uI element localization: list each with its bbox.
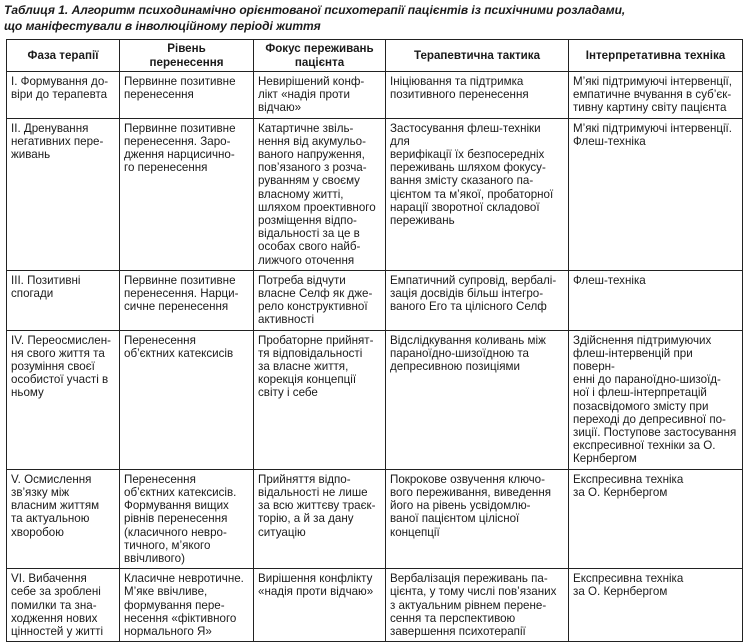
table-row [7, 330, 743, 469]
table-row [7, 569, 743, 642]
cell-therapeutic-tactic: Ініціювання та підтримка позитивного перенесення [386, 72, 569, 119]
cell-phase: V. Осмислення зв’язку між власним життям та актуальною хворобою [7, 469, 120, 568]
header-phase: Фаза терапії [7, 40, 120, 72]
cell-transfer-level: Первинне позитивне перенесення [120, 72, 254, 119]
header-patient-focus: Фокус переживань пацієнта [254, 40, 386, 72]
cell-therapeutic-tactic: Відслідкування коливань між параноїдно-шизоїдною та депресивною позиціями [386, 330, 569, 469]
cell-patient-focus: Катартичне звіль- нення від акумульо- ваного напруження, пов’язаного з розча- руванням у своєму власному житті, шляхом проективного розміщення відпо- відальності за це в особах свого найб- лижчого оточення [254, 118, 386, 270]
cell-interpretive-technique: Флеш-техніка [569, 270, 743, 330]
cell-interpretive-technique: Експресивна техніка за О. Кернбергом [569, 469, 743, 568]
header-therapeutic-tactic: Терапевтична тактика [386, 40, 569, 72]
cell-interpretive-technique: М’які підтримуючі інтервенції. Флеш-техніка [569, 118, 743, 270]
table-row [7, 118, 743, 270]
cell-therapeutic-tactic: Застосування флеш-техніки для верифікації їх безпосередніх переживань шляхом фокусу- вання змісту сказаного па- цієнтом та м’якої, пробаторної нарації зворотної складової переживань [386, 118, 569, 270]
header-interpretive-technique: Інтерпретативна техніка [569, 40, 743, 72]
table-header-row [7, 40, 743, 72]
table-row [7, 469, 743, 568]
cell-interpretive-technique: Експресивна техніка за О. Кернбергом [569, 569, 743, 642]
caption-line-1: Таблиця 1. Алгоритм психодинамічно орієнтованої психотерапії пацієнтів із психічними розладами, [4, 3, 626, 17]
cell-interpretive-technique: Здійснення підтримуючих флеш-інтервенцій при поверн- енні до параноїдно-шизоїд- ної і флеш-інтерпретацій позасвідомого змісту при переході до депресивної по- зиції. Поступове застосування експресивної техніки за О. Кернбергом [569, 330, 743, 469]
table-row [7, 270, 743, 330]
cell-transfer-level: Первинне позитивне перенесення. Заро- дження нарцисично- го перенесення [120, 118, 254, 270]
cell-phase: IV. Переосмислен- ня свого життя та розуміння своєї особистої участі в ньому [7, 330, 120, 469]
cell-patient-focus: Невирішений конф- лікт «надія проти відчаю» [254, 72, 386, 119]
cell-phase: І. Формування до- віри до терапевта [7, 72, 120, 119]
cell-transfer-level: Перенесення об’єктних катексисів. Формування вищих рівнів перенесення (класичного невро- тичного, м’якого ввічливого) [120, 469, 254, 568]
cell-therapeutic-tactic: Емпатичний супровід, вербалі- зація досвідів більш інтегро- ваного Его та цілісного Селф [386, 270, 569, 330]
therapy-algorithm-table [6, 39, 743, 642]
cell-transfer-level: Класичне невротичне. М’яке ввічливе, формування пере- несення «фіктивного нормального Я» [120, 569, 254, 642]
cell-therapeutic-tactic: Вербалізація переживань па- цієнта, у тому числі пов’язаних з актуальним рівнем перене- сення та перспективою завершення психотерапії [386, 569, 569, 642]
cell-transfer-level: Перенесення об’єктних катексисів [120, 330, 254, 469]
caption-line-2: що маніфестували в інволюційному періоді життя [4, 19, 321, 33]
header-transfer-level: Рівень перенесення [120, 40, 254, 72]
cell-patient-focus: Пробаторне прийнят- тя відповідальності за власне життя, корекція концепції світу і себе [254, 330, 386, 469]
cell-phase: VI. Вибачення себе за зроблені помилки та зна- ходження нових цінностей у житті [7, 569, 120, 642]
cell-therapeutic-tactic: Покрокове озвучення ключо- вого переживання, виведення його на рівень усвідомлю- ваної пацієнтом цілісної концепції [386, 469, 569, 568]
table-caption [4, 2, 742, 34]
cell-interpretive-technique: М’які підтримуючі інтервенції, емпатичне вчування в суб’єк- тивну картину світу пацієнта [569, 72, 743, 119]
cell-patient-focus: Вирішення конфлікту «надія проти відчаю» [254, 569, 386, 642]
cell-patient-focus: Прийняття відпо- відальності не лише за всю життєву траєк- торію, а й за дану ситуацію [254, 469, 386, 568]
cell-patient-focus: Потреба відчути власне Селф як дже- рело конструктивної активності [254, 270, 386, 330]
cell-phase: ІІІ. Позитивні спогади [7, 270, 120, 330]
cell-transfer-level: Первинне позитивне перенесення. Нарци- сичне перенесення [120, 270, 254, 330]
cell-phase: ІІ. Дренування негативних пере- живань [7, 118, 120, 270]
table-row [7, 72, 743, 119]
